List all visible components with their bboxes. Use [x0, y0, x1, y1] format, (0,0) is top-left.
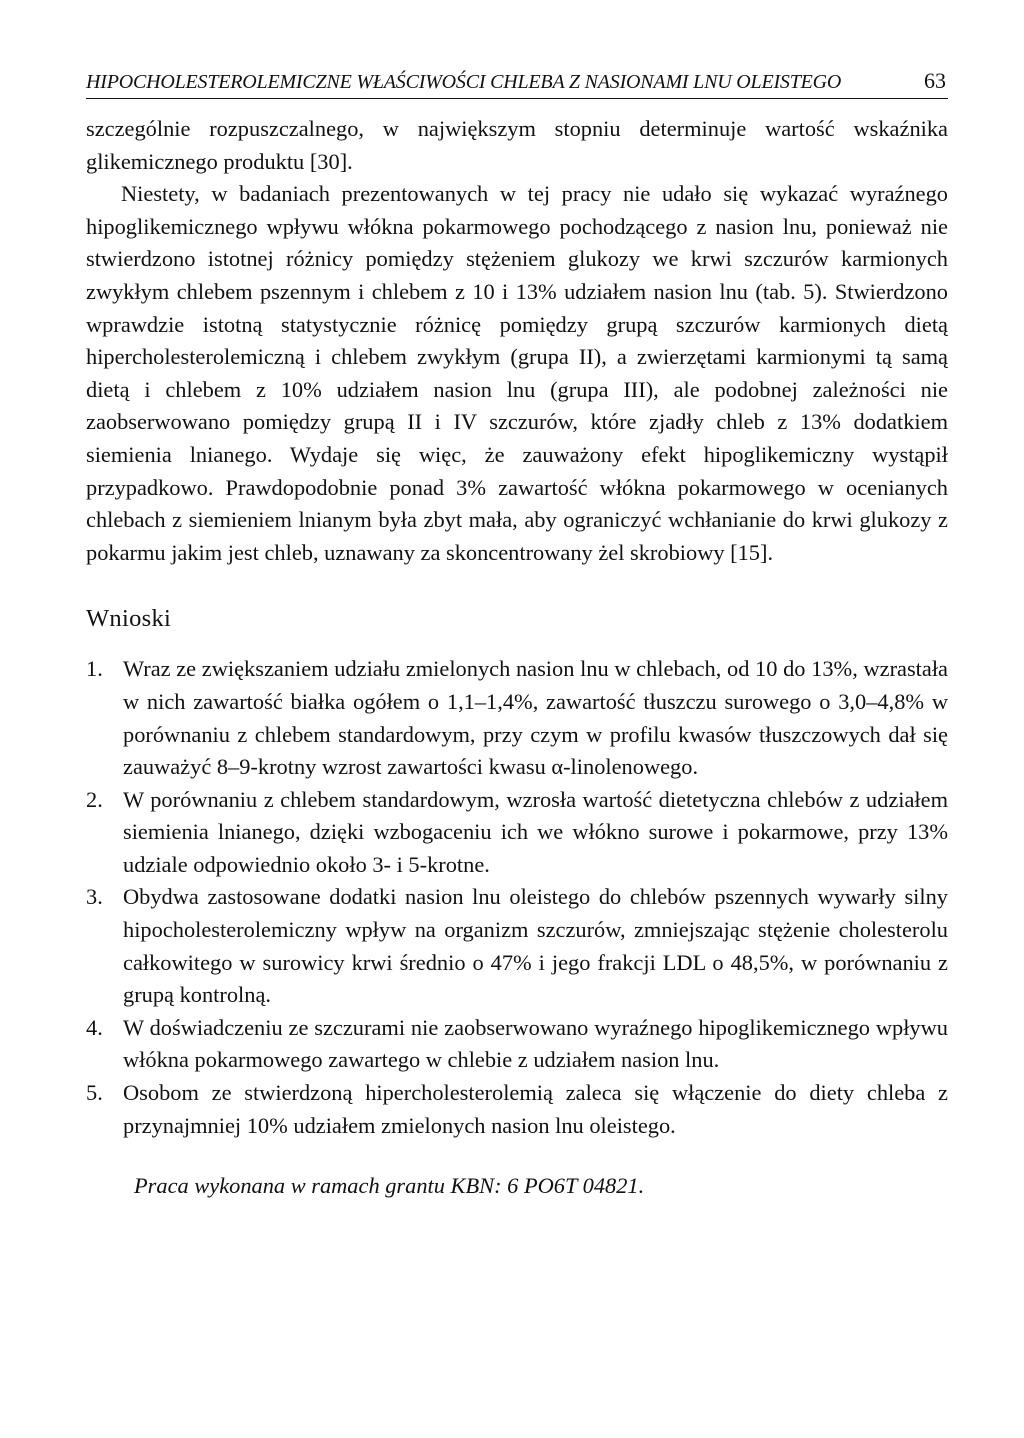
- paragraph-continuation: szczególnie rozpuszczalnego, w największym stopniu determinuje wartość wskaźnika glikemicznego produktu [30].: [86, 116, 948, 174]
- running-title: HIPOCHOLESTEROLEMICZNE WŁAŚCIWOŚCI CHLEBA Z NASIONAMI LNU OLEISTEGO: [86, 71, 842, 93]
- paragraph-discussion: Niestety, w badaniach prezentowanych w tej pracy nie udało się wykazać wyraźnego hipoglikemicznego wpływu włókna pokarmowego pochodzącego z nasion lnu, ponieważ nie stwierdzono istotnej różnicy pomiędzy stężeniem glukozy we krwi szczurów karmionych zwykłym chlebem pszennym i chlebem z 10 i 13% udziałem nasion lnu (tab. 5). Stwierdzono wprawdzie istotną statystycznie różnicę pomiędzy grupą szczurów karmionych dietą hipercholesterolemiczną i chlebem zwykłym (grupa II), a zwierzętami karmionymi tą samą dietą i chlebem z 10% udziałem nasion lnu (grupa III), ale podobnej zależności nie zaobserwowano pomiędzy grupą II i IV szczurów, które zjadły chleb z 13% dodatkiem siemienia lnianego. Wydaje się więc, że zauważony efekt hipoglikemiczny wystąpił przypadkowo. Prawdopodobnie ponad 3% zawartość włókna pokarmowego w ocenianych chlebach z siemieniem lnianym była zbyt mała, aby ograniczyć wchłanianie do krwi glukozy z pokarmu jakim jest chleb, uznawany za skoncentrowany żel skrobiowy [15].: [86, 181, 948, 565]
- conclusion-text: Wraz ze zwiększaniem udziału zmielonych nasion lnu w chlebach, od 10 do 13%, wzrastała w nich zawartość białka ogółem o 1,1–1,4%, zawartość tłuszczu surowego o 3,0–4,8% w porównaniu z chlebem standardowym, przy czym w profilu kwasów tłuszczowych dał się zauważyć 8–9-krotny wzrost zawartości kwasu α-linolenowego.: [123, 656, 948, 780]
- conclusion-number: 5.: [86, 1080, 103, 1106]
- conclusions-list: [86, 653, 948, 1142]
- conclusion-number: 1.: [86, 656, 103, 682]
- conclusion-text: Osobom ze stwierdzoną hipercholesterolemią zaleca się włączenie do diety chleba z przynajmniej 10% udziałem zmielonych nasion lnu oleistego.: [123, 1080, 948, 1138]
- page: [86, 68, 948, 1225]
- body-text: [86, 113, 948, 569]
- conclusion-item-3: [86, 881, 948, 1011]
- conclusion-item-2: [86, 784, 948, 882]
- section-heading-conclusions: Wnioski: [86, 605, 172, 633]
- conclusion-item-4: [86, 1012, 948, 1077]
- conclusion-number: 2.: [86, 786, 103, 812]
- running-header: [86, 68, 948, 99]
- conclusion-text: Obydwa zastosowane dodatki nasion lnu oleistego do chlebów pszennych wywarły silny hipocholesterolemiczny wpływ na organizm szczurów, zmniejszając stężenie cholesterolu całkowitego w surowicy krwi średnio o 47% i jego frakcji LDL o 48,5%, w porównaniu z grupą kontrolną.: [123, 884, 948, 1008]
- page-number: 63: [924, 68, 946, 93]
- conclusion-number: 4.: [86, 1014, 103, 1040]
- conclusion-number: 3.: [86, 884, 103, 910]
- conclusion-text: W porównaniu z chlebem standardowym, wzrosła wartość dietetyczna chlebów z udziałem siemienia lnianego, dzięki wzbogaceniu ich we włókno surowe i pokarmowe, przy 13% udziale odpowiednio około 3- i 5-krotne.: [123, 786, 948, 877]
- conclusion-item-5: [86, 1077, 948, 1142]
- grant-acknowledgment: Praca wykonana w ramach grantu KBN: 6 PO6T 04821.: [134, 1173, 645, 1199]
- conclusion-text: W doświadczeniu ze szczurami nie zaobserwowano wyraźnego hipoglikemicznego wpływu włókna pokarmowego zawartego w chlebie z udziałem nasion lnu.: [123, 1014, 948, 1073]
- conclusion-item-1: [86, 653, 948, 783]
